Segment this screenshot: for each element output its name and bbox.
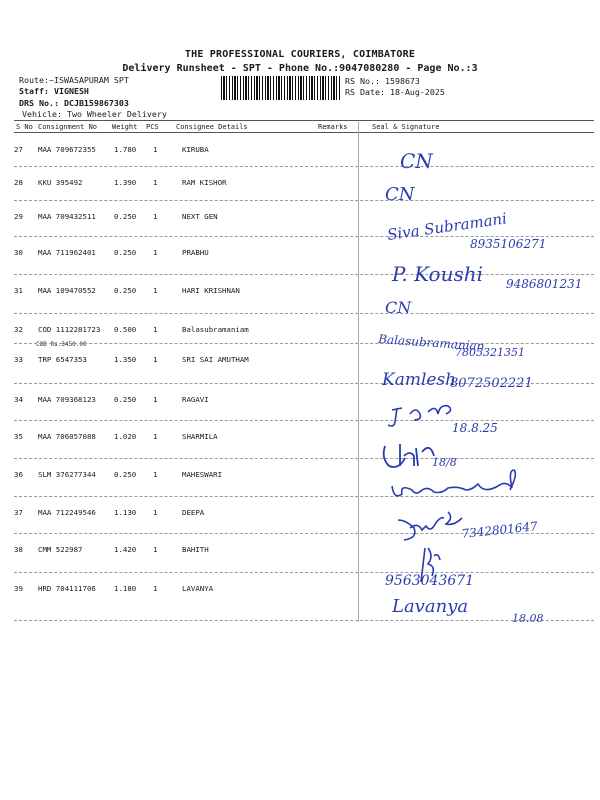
row-rule xyxy=(14,458,594,459)
row-weight: 0.250 xyxy=(114,395,137,404)
row-consignee: SHARMILA xyxy=(182,432,218,441)
col-seal: Seal & Signature xyxy=(372,123,440,131)
row-consignee: RAM KISHOR xyxy=(182,178,227,187)
row-consignment: COD 1112281723 xyxy=(38,325,101,334)
row-sno: 37 xyxy=(14,508,23,517)
row-weight: 0.500 xyxy=(114,325,137,334)
col-pcs: PCS xyxy=(146,123,159,131)
company-title: THE PROFESSIONAL COURIERS, COIMBATORE xyxy=(184,49,416,60)
row-rule xyxy=(14,383,594,384)
row-rule xyxy=(14,274,594,275)
row-rule xyxy=(14,572,594,573)
row-weight: 0.250 xyxy=(114,212,137,221)
row-pcs: 1 xyxy=(153,508,158,517)
date-row39: 18.08 xyxy=(512,612,544,625)
row-weight: 1.420 xyxy=(114,545,137,554)
rs-date: RS Date: 18-Aug-2025 xyxy=(345,87,445,97)
col-sno: S No xyxy=(16,123,33,131)
row-rule xyxy=(14,533,594,534)
row-pcs: 1 xyxy=(153,145,158,154)
row-sno: 31 xyxy=(14,286,23,295)
row-weight: 0.250 xyxy=(114,470,137,479)
row-consignment: MAA 709672355 xyxy=(38,145,96,154)
row-consignee: SRI SAI AMUTHAM xyxy=(182,355,249,364)
row-sno: 35 xyxy=(14,432,23,441)
signature-row33: Kamlesh xyxy=(382,370,457,390)
row-pcs: 1 xyxy=(153,470,158,479)
col-remarks: Remarks xyxy=(318,123,348,131)
row-rule xyxy=(14,200,594,201)
vehicle-label: Vehicle: Two Wheeler Delivery xyxy=(22,109,167,119)
row-weight: 1.390 xyxy=(114,178,137,187)
row-consignee: HARI KRISHNAN xyxy=(182,286,240,295)
row-rule xyxy=(14,496,594,497)
staff-label: Staff: VIGNESH xyxy=(19,86,89,96)
row-sno: 29 xyxy=(14,212,23,221)
route-label: Route:~ISWASAPURAM SPT xyxy=(19,75,129,85)
col-consignment: Consignment No xyxy=(38,123,98,131)
row-sno: 33 xyxy=(14,355,23,364)
row-sno: 39 xyxy=(14,584,23,593)
row-consignee: LAVANYA xyxy=(182,584,214,593)
row-consignee: BAHITH xyxy=(182,545,209,554)
signature-row31: CN xyxy=(385,298,412,317)
row-sno: 28 xyxy=(14,178,23,187)
phone-row32: 7805321351 xyxy=(455,346,525,359)
row-pcs: 1 xyxy=(153,395,158,404)
row-consignment: KKU 395492 xyxy=(38,178,83,187)
row-consignment: TRP 6547353 xyxy=(38,355,87,364)
phone-row37: 7342801647 xyxy=(460,519,539,541)
col-weight: Weight xyxy=(112,123,138,131)
signature-row28: CN xyxy=(385,184,415,205)
phone-row33: 8072502221 xyxy=(450,376,533,391)
row-consignee: MAHESWARI xyxy=(182,470,223,479)
signature-row39: Lavanya xyxy=(392,596,469,617)
row-sno: 32 xyxy=(14,325,23,334)
row-pcs: 1 xyxy=(153,584,158,593)
runsheet-subtitle: Delivery Runsheet - SPT - Phone No.:9047080280 - Page No.:3 xyxy=(122,63,478,74)
date-row34: 18.8.25 xyxy=(452,421,498,435)
row-consignment: HRD 704111706 xyxy=(38,584,96,593)
row-consignee: NEXT GEN xyxy=(182,212,218,221)
rs-number: RS No.: 1598673 xyxy=(345,76,420,86)
row-consignment: MAA 709432511 xyxy=(38,212,96,221)
row-consignment: CMM 522987 xyxy=(38,545,83,554)
row-sno: 27 xyxy=(14,145,23,154)
drs-number: DRS No.: DCJB159867303 xyxy=(19,98,129,108)
row-pcs: 1 xyxy=(153,248,158,257)
row-consignment: MAA 712249546 xyxy=(38,508,96,517)
row-weight: 0.250 xyxy=(114,248,137,257)
phone-row30: 9486801231 xyxy=(506,277,583,291)
row-weight: 1.020 xyxy=(114,432,137,441)
row-consignee: PRABHU xyxy=(182,248,209,257)
row-consignment: MAA 711962401 xyxy=(38,248,96,257)
row-weight: 0.250 xyxy=(114,286,137,295)
date-row35: 18/8 xyxy=(432,456,457,469)
row-weight: 1.180 xyxy=(114,584,137,593)
row-pcs: 1 xyxy=(153,286,158,295)
row-rule xyxy=(14,236,594,237)
phone-row38: 9563043671 xyxy=(385,573,475,589)
phone-row29: 8935106271 xyxy=(470,237,547,251)
row-consignee: Balasubramaniam xyxy=(182,325,249,334)
row-weight: 1.350 xyxy=(114,355,137,364)
signature-row29: Siva Subramani xyxy=(386,209,508,244)
row-rule xyxy=(14,313,594,314)
row-pcs: 1 xyxy=(153,178,158,187)
row-weight: 1.780 xyxy=(114,145,137,154)
col-consignee: Consignee Details xyxy=(176,123,248,131)
signature-row27: CN xyxy=(400,149,433,173)
row-rule xyxy=(14,166,594,167)
cod-amount: COD Rs.3450.00 xyxy=(36,341,87,348)
row-pcs: 1 xyxy=(153,212,158,221)
row-consignment: MAA 709368123 xyxy=(38,395,96,404)
row-sno: 30 xyxy=(14,248,23,257)
row-pcs: 1 xyxy=(153,355,158,364)
barcode xyxy=(221,76,341,100)
signature-row32: Balasubramanian xyxy=(377,332,485,354)
row-sno: 36 xyxy=(14,470,23,479)
row-pcs: 1 xyxy=(153,432,158,441)
row-consignee: DEEPA xyxy=(182,508,205,517)
row-rule xyxy=(14,420,594,421)
table-top-rule xyxy=(14,120,594,121)
table-bottom-rule xyxy=(14,620,594,621)
row-rule xyxy=(14,343,594,344)
row-sno: 38 xyxy=(14,545,23,554)
row-consignment: MAA 706057088 xyxy=(38,432,96,441)
row-consignment: SLM 376277344 xyxy=(38,470,96,479)
row-sno: 34 xyxy=(14,395,23,404)
row-pcs: 1 xyxy=(153,545,158,554)
row-consignment: MAA 109470552 xyxy=(38,286,96,295)
row-weight: 1.130 xyxy=(114,508,137,517)
row-consignee: KIRUBA xyxy=(182,145,209,154)
row-pcs: 1 xyxy=(153,325,158,334)
signature-row30: P. Koushi xyxy=(392,262,483,286)
row-consignee: RAGAVI xyxy=(182,395,209,404)
